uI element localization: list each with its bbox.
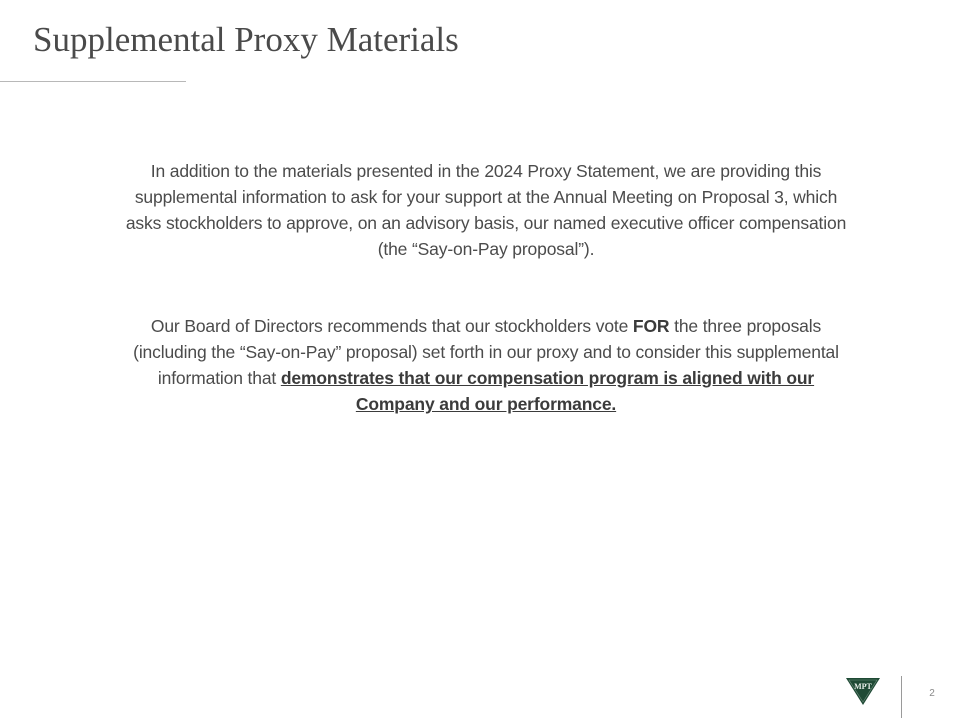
- recommendation-paragraph: [120, 313, 852, 417]
- slide-title: Supplemental Proxy Materials: [33, 20, 459, 59]
- footer-divider: [901, 676, 902, 718]
- alignment-statement: demonstrates that our compensation program is aligned with our Company and our performance.: [280, 368, 815, 414]
- recommendation-text-middle: the three proposals (including the “Say-on-Pay” proposal) set forth in our proxy and to consider this supplemental information that: [133, 316, 839, 388]
- vote-for-emphasis: FOR: [632, 316, 670, 336]
- recommendation-text-start: Our Board of Directors recommends that our stockholders vote: [150, 316, 633, 336]
- intro-paragraph: In addition to the materials presented in the 2024 Proxy Statement, we are providing this supplemental information to ask for your support at the Annual Meeting on Proposal 3, which asks stockholders to approve, on an advisory basis, our named executive officer compensation (the “Say-on-Pay proposal”).: [125, 161, 847, 259]
- page-number: 2: [929, 688, 935, 699]
- mpt-triangle-logo-icon: [845, 676, 881, 706]
- title-divider: [0, 81, 186, 82]
- logo-lettering: MPT: [854, 682, 872, 691]
